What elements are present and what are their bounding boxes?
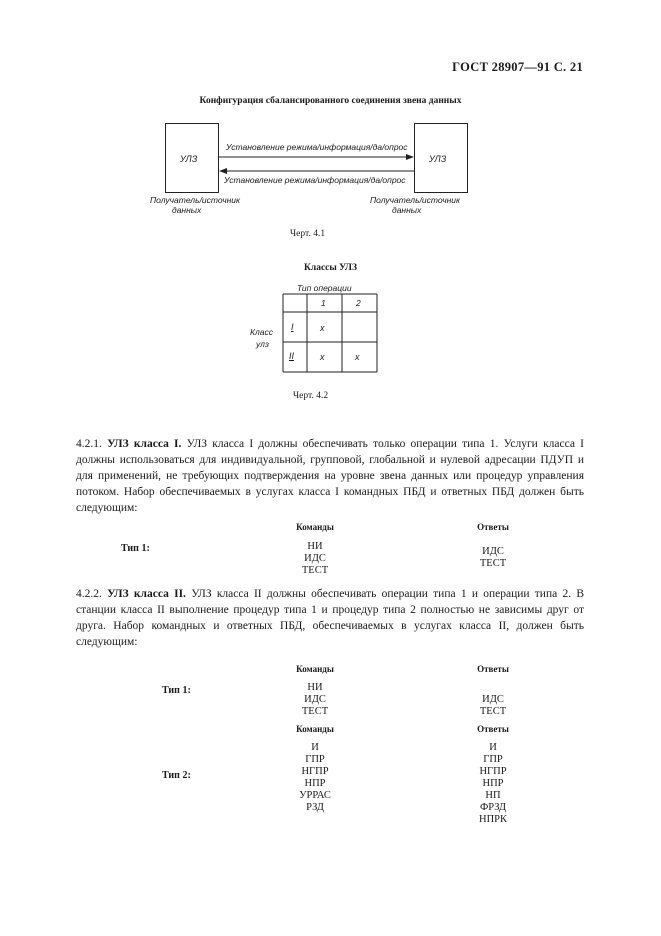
arrow-left-head — [219, 168, 227, 174]
list-item: ТЕСТ — [301, 565, 329, 576]
op-type-label: Тип операции — [297, 283, 352, 293]
s421-type1-responses — [458, 546, 528, 570]
cell-r2c2: x — [355, 352, 360, 362]
list-item: НГПР — [301, 766, 329, 777]
class-label-line1: Класс — [250, 327, 274, 337]
s422-responses-header: Ответы — [477, 664, 509, 674]
section-421-paragraph — [76, 436, 584, 516]
left-caption-line2: данных — [172, 205, 202, 215]
list-item: И — [489, 742, 497, 753]
right-caption-line2: данных — [392, 205, 422, 215]
s422-type1-label: Тип 1: — [162, 685, 191, 696]
s421-type1-commands — [280, 541, 350, 577]
cell-r2c1: x — [320, 352, 325, 362]
arrow-top-label: Установление режима/информация/да/опрос — [226, 142, 408, 152]
col1-label: 1 — [321, 298, 326, 308]
s421-commands-header: Команды — [296, 522, 334, 532]
list-item: ТЕСТ — [479, 706, 507, 717]
s422-type1-responses — [458, 694, 528, 718]
list-item: ФРЗД — [479, 802, 507, 813]
left-box-label: УЛЗ — [180, 154, 198, 164]
list-item: НПР — [482, 778, 504, 789]
list-item: НПР — [304, 778, 326, 789]
list-item: НПРК — [478, 814, 507, 825]
s422-type2-commands — [280, 742, 350, 814]
s422-commands-header-2: Команды — [296, 724, 334, 734]
figure1-arrows — [0, 0, 661, 260]
list-item: НГПР — [479, 766, 507, 777]
figure1-caption: Черт. 4.1 — [290, 229, 326, 239]
right-box-label: УЛЗ — [429, 154, 447, 164]
section-421-text: УЛЗ класса I должны обеспечивать только операции типа 1. Услуги класса I должны использоваться для индивидуальной, групповой, глобальной и нулевой адресации ПДУП и для применений, не требующих подтверждения на уровне звена данных или процедур управления потоком. Набор обеспечиваемых в услугах класса I командных ПБД и ответных ПБД должен быть следующим: — [76, 438, 585, 514]
s422-responses-header-2: Ответы — [477, 724, 509, 734]
s421-type1-label: Тип 1: — [121, 543, 150, 554]
right-caption-line1: Получатель/источник — [370, 195, 461, 205]
section-421-number: 4.2.1. — [76, 438, 102, 450]
s422-type2-label: Тип 2: — [162, 770, 191, 781]
cell-r1c1: x — [320, 323, 325, 333]
list-item: ТЕСТ — [301, 706, 329, 717]
s421-responses-header: Ответы — [477, 522, 509, 532]
figure1-title: Конфигурация сбалансированного соединения звена данных — [199, 96, 462, 106]
section-422-heading: УЛЗ класса II. — [107, 588, 186, 600]
list-item: ГПР — [483, 754, 503, 765]
s422-type2-responses — [458, 742, 528, 826]
col2-label: 2 — [356, 298, 361, 308]
list-item: НИ — [307, 541, 323, 552]
left-caption-line1: Получатель/источник — [150, 195, 241, 205]
list-item: ИДС — [304, 694, 326, 705]
section-422-paragraph — [76, 586, 584, 650]
list-item: РЗД — [306, 802, 324, 813]
list-item: ИДС — [304, 553, 326, 564]
figure2-caption: Черт. 4.2 — [293, 391, 329, 401]
section-422-text: УЛЗ класса II должны обеспечивать операции типа 1 и операции типа 2. В станции класса II выполнение процедур типа 1 и процедур типа 2 полностью не зависимы друг от друга. Набор командных и ответных ПБД, обеспечиваемых в услугах класса II, должен быть следующим: — [76, 588, 585, 648]
row2-label: II — [289, 351, 295, 361]
page-header: ГОСТ 28907—91 С. 21 — [452, 60, 583, 74]
list-item: И — [311, 742, 319, 753]
arrow-right-head — [406, 154, 414, 160]
list-item: НП — [485, 790, 501, 801]
list-item: УРРАС — [299, 790, 331, 801]
arrow-bottom-label: Установление режима/информация/да/опрос — [224, 175, 406, 185]
figure2-title: Классы УЛЗ — [303, 263, 357, 273]
section-421-heading: УЛЗ класса I. — [107, 438, 182, 450]
figure2-grid — [0, 280, 661, 380]
class-label-line2: улз — [256, 339, 269, 349]
row1-label: I — [291, 322, 294, 332]
s422-commands-header: Команды — [296, 664, 334, 674]
list-item: ИДС — [482, 694, 504, 705]
list-item: ГПР — [305, 754, 325, 765]
list-item: ТЕСТ — [479, 558, 507, 569]
s422-type1-commands — [280, 682, 350, 718]
list-item: ИДС — [482, 546, 504, 557]
list-item: НИ — [307, 682, 323, 693]
section-422-number: 4.2.2. — [76, 588, 102, 600]
